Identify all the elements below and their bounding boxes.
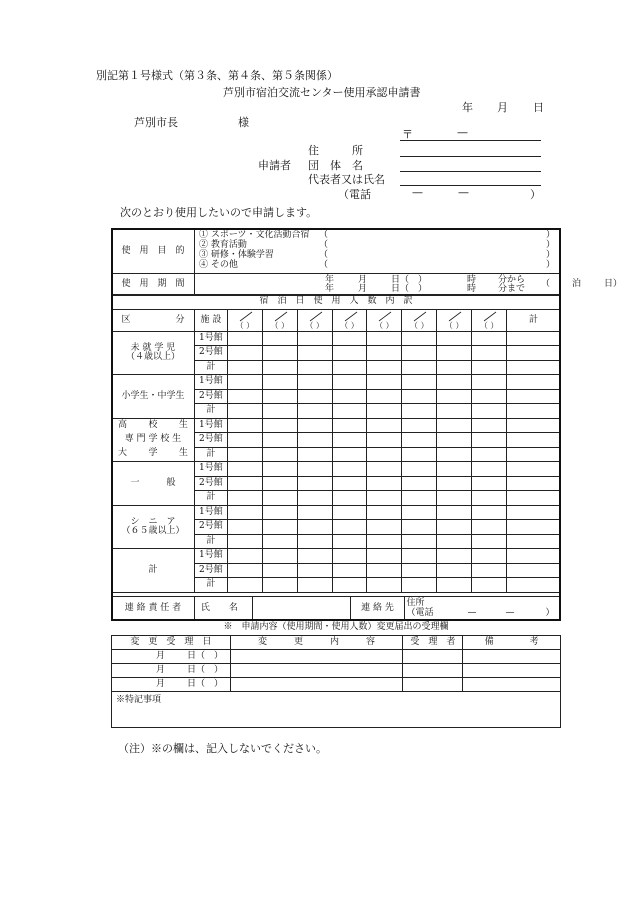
count-cell[interactable] [472,375,507,390]
count-cell[interactable] [332,505,367,520]
date-day: 日 [533,101,544,114]
count-cell[interactable] [227,520,262,535]
count-cell[interactable] [262,404,297,419]
count-cell[interactable] [227,331,262,346]
change-table [111,621,561,728]
count-cell[interactable] [227,578,262,593]
count-cell[interactable] [227,447,262,462]
count-cell[interactable] [472,447,507,462]
count-cell[interactable] [402,360,437,375]
count-cell[interactable] [367,462,402,477]
contact-name-label: 氏 名 [194,597,252,621]
period-label: 使 用 期 間 [112,274,195,296]
purpose-period-table [111,228,622,296]
count-cell[interactable] [227,433,262,448]
postal-line [400,140,541,141]
period-end-minute: 分まで [497,283,525,294]
count-cell[interactable] [402,375,437,390]
contact-table [111,596,561,621]
count-cell[interactable] [297,389,332,404]
change-notes-1[interactable] [463,649,561,663]
purpose-label: 使 用 目 的 [112,229,195,274]
period-end-year: 年 [324,283,334,294]
count-cell[interactable] [367,491,402,506]
count-cell[interactable] [402,534,437,549]
count-cell[interactable] [367,418,402,433]
count-cell[interactable] [437,346,472,361]
purpose-close-1: ） [545,230,555,240]
building-cell: 1号館 [194,462,227,477]
count-cell[interactable] [332,433,367,448]
count-cell[interactable] [472,433,507,448]
building-cell: 計 [194,578,227,593]
change-title: ※ 申請内容（使用期間・使用人数）変更届出の受理欄 [112,621,561,635]
count-cell[interactable] [437,462,472,477]
count-cell[interactable] [472,505,507,520]
row-total-cell[interactable] [507,331,561,346]
count-cell[interactable] [402,404,437,419]
count-cell[interactable] [367,331,402,346]
count-cell[interactable] [332,447,367,462]
count-cell[interactable] [402,505,437,520]
building-cell: 2号館 [194,563,227,578]
count-cell[interactable] [227,505,262,520]
change-receiver-2[interactable] [403,663,463,677]
count-cell[interactable] [472,331,507,346]
building-cell: 2号館 [194,389,227,404]
count-cell[interactable] [297,447,332,462]
count-cell[interactable] [332,360,367,375]
count-cell[interactable] [402,447,437,462]
special-notes[interactable] [112,691,561,727]
contact-dash-2: — [505,607,515,618]
count-cell[interactable] [297,476,332,491]
change-receiver-3[interactable] [403,677,463,691]
count-cell[interactable] [227,375,262,390]
building-cell: 計 [194,447,227,462]
row-total-cell[interactable] [507,346,561,361]
purpose-open-4: （ [318,260,328,270]
count-cell[interactable] [262,578,297,593]
count-cell[interactable] [472,346,507,361]
postal-dash: — [457,126,468,139]
count-cell[interactable] [297,520,332,535]
date-year: 年 [462,101,473,114]
change-date-2[interactable]: 月 日（ ） [112,663,231,677]
phone-dash-1: — [412,186,423,199]
row-total-cell[interactable] [507,549,561,564]
count-cell[interactable] [262,447,297,462]
breakdown-row [112,375,561,390]
change-content-1[interactable] [230,649,403,663]
count-cell[interactable] [227,462,262,477]
row-total-cell[interactable] [507,360,561,375]
count-cell[interactable] [332,331,367,346]
date-col-4[interactable]: （ ） [332,309,367,331]
date-col-8[interactable]: （ ） [472,309,507,331]
count-cell[interactable] [297,491,332,506]
count-cell[interactable] [402,563,437,578]
count-cell[interactable] [367,505,402,520]
period-end-month: 月 [357,283,367,294]
special-notes-label: ※特記事項 [116,694,162,705]
purpose-close-2: ） [545,240,555,250]
count-cell[interactable] [437,505,472,520]
count-cell[interactable] [402,462,437,477]
contact-to-label: 連 絡 先 [350,597,405,621]
count-cell[interactable] [437,549,472,564]
breakdown-title: 宿 泊 日 使 用 人 数 内 訳 [112,295,561,310]
row-total-cell[interactable] [507,520,561,535]
change-content-3[interactable] [230,677,403,691]
count-cell[interactable] [332,534,367,549]
change-header-notes: 備 考 [463,635,561,649]
building-cell: 2号館 [194,346,227,361]
date-month: 月 [497,101,508,114]
change-notes-2[interactable] [463,663,561,677]
row-total-cell[interactable] [507,375,561,390]
purpose-options[interactable] [194,229,560,274]
count-cell[interactable] [472,491,507,506]
count-cell[interactable] [262,389,297,404]
breakdown-row [112,549,561,564]
breakdown-row [112,418,561,433]
count-cell[interactable] [332,520,367,535]
building-cell: 1号館 [194,418,227,433]
building-cell: 計 [194,360,227,375]
footnote: （注）※の欄は、記入しないでください。 [118,742,327,755]
count-cell[interactable] [297,375,332,390]
breakdown-row [112,331,561,346]
row-total-cell[interactable] [507,491,561,506]
count-cell[interactable] [297,563,332,578]
count-cell[interactable] [227,389,262,404]
count-cell[interactable] [437,375,472,390]
change-header-content: 変 更 内 容 [230,635,403,649]
count-cell[interactable] [297,404,332,419]
period-start-month: 月 [357,274,367,285]
count-cell[interactable] [332,375,367,390]
count-cell[interactable] [437,433,472,448]
purpose-item-sports: スポーツ・文化活動合宿 [210,230,310,240]
count-cell[interactable] [472,360,507,375]
row-total-cell[interactable] [507,578,561,593]
group-name-line[interactable] [400,171,541,172]
count-cell[interactable] [262,331,297,346]
purpose-open-2: （ [318,240,328,250]
count-cell[interactable] [367,375,402,390]
count-cell[interactable] [262,563,297,578]
contact-close: ） [545,607,555,618]
purpose-num-4: ④ [198,260,208,270]
purpose-close-3: ） [545,250,555,260]
count-cell[interactable] [437,447,472,462]
count-cell[interactable] [367,433,402,448]
phone-label: （電話 [338,188,371,201]
count-cell[interactable] [332,346,367,361]
contact-dash-1: — [467,607,477,618]
count-cell[interactable] [437,520,472,535]
count-cell[interactable] [227,549,262,564]
count-cell[interactable] [437,389,472,404]
breakdown-table [111,294,561,593]
date-col-5[interactable]: （ ） [367,309,402,331]
count-cell[interactable] [437,578,472,593]
building-header: 施 設 [194,309,227,331]
period-fields[interactable] [194,274,622,296]
category-group-2: 小学生・中学生 [112,375,195,419]
count-cell[interactable] [472,404,507,419]
building-cell: 2号館 [194,476,227,491]
change-header-receiver: 受 理 者 [403,635,463,649]
date-col-6[interactable]: （ ） [402,309,437,331]
period-start-minute: 分から [497,274,525,285]
count-cell[interactable] [227,476,262,491]
count-cell[interactable] [472,534,507,549]
count-cell[interactable] [472,520,507,535]
count-cell[interactable] [402,578,437,593]
date-col-3[interactable]: （ ） [297,309,332,331]
count-cell[interactable] [472,389,507,404]
count-cell[interactable] [402,549,437,564]
postal-mark: 〒 [402,128,413,141]
row-total-cell[interactable] [507,476,561,491]
count-cell[interactable] [402,433,437,448]
row-total-cell[interactable] [507,433,561,448]
change-row [112,677,561,691]
count-cell[interactable] [367,404,402,419]
count-cell[interactable] [367,563,402,578]
count-cell[interactable] [297,578,332,593]
count-cell[interactable] [437,491,472,506]
count-cell[interactable] [332,404,367,419]
count-cell[interactable] [297,462,332,477]
group-name-label: 団 体 名 [308,159,363,172]
count-cell[interactable] [332,418,367,433]
count-cell[interactable] [332,491,367,506]
count-cell[interactable] [472,462,507,477]
count-cell[interactable] [472,563,507,578]
row-total-cell[interactable] [507,418,561,433]
count-cell[interactable] [297,534,332,549]
period-end-day: 日（ ） [390,283,427,294]
row-total-cell[interactable] [507,505,561,520]
count-cell[interactable] [262,520,297,535]
count-cell[interactable] [472,578,507,593]
phone-close: ） [530,188,541,201]
phone-dash-2: — [458,186,469,199]
address-line[interactable] [400,156,541,157]
change-header-date: 変 更 受 理 日 [112,635,231,649]
building-cell: 1号館 [194,549,227,564]
count-cell[interactable] [227,418,262,433]
count-cell[interactable] [297,505,332,520]
change-content-2[interactable] [230,663,403,677]
count-cell[interactable] [227,404,262,419]
contact-name-field[interactable] [252,597,350,621]
category-group-3: 高 校 生 専 門 学 校 生 大 学 生 [112,418,195,462]
category-group-4: 一 般 [112,462,195,506]
count-cell[interactable] [437,476,472,491]
total-header: 計 [507,309,561,331]
count-cell[interactable] [367,360,402,375]
change-date-1[interactable]: 月 日（ ） [112,649,231,663]
stay-nights: 泊 [571,278,581,289]
category-group-1: 未 就 学 児 （４歳以上） [112,331,195,375]
count-cell[interactable] [297,331,332,346]
purpose-item-other: その他 [210,260,238,270]
category-group-5: シ ニ ア （６５歳以上） [112,505,195,549]
breakdown-row [112,462,561,477]
rep-label: 代表者又は氏名 [308,173,385,186]
count-cell[interactable] [262,505,297,520]
contact-phone-label: （電話 [406,607,434,618]
count-cell[interactable] [367,346,402,361]
count-cell[interactable] [402,389,437,404]
date-col-1[interactable]: （ ） [227,309,262,331]
count-cell[interactable] [472,418,507,433]
count-cell[interactable] [332,563,367,578]
purpose-item-training: 研修・体験学習 [210,250,274,260]
count-cell[interactable] [402,520,437,535]
count-cell[interactable] [367,476,402,491]
count-cell[interactable] [227,360,262,375]
row-total-cell[interactable] [507,462,561,477]
building-cell: 計 [194,534,227,549]
count-cell[interactable] [297,360,332,375]
count-cell[interactable] [262,462,297,477]
breakdown-body [112,331,561,592]
building-cell: 1号館 [194,331,227,346]
count-cell[interactable] [262,360,297,375]
count-cell[interactable] [367,549,402,564]
breakdown-row [112,505,561,520]
row-total-cell[interactable] [507,389,561,404]
purpose-open-3: （ [318,250,328,260]
purpose-close-4: ） [545,260,555,270]
count-cell[interactable] [402,346,437,361]
applicant-label: 申請者 [258,159,291,172]
period-end-hour: 時 [466,283,476,294]
purpose-num-1: ① [198,230,208,240]
row-total-cell[interactable] [507,447,561,462]
row-total-cell[interactable] [507,404,561,419]
count-cell[interactable] [297,433,332,448]
change-date-3[interactable]: 月 日（ ） [112,677,231,691]
purpose-num-2: ② [198,240,208,250]
count-cell[interactable] [262,433,297,448]
count-cell[interactable] [437,418,472,433]
building-cell: 1号館 [194,375,227,390]
contact-address-label: 住所 [406,597,425,608]
count-cell[interactable] [262,375,297,390]
count-cell[interactable] [332,476,367,491]
count-cell[interactable] [367,534,402,549]
count-cell[interactable] [472,549,507,564]
intro-text: 次のとおり使用したいので申請します。 [120,206,318,219]
address-label: 住 所 [308,144,363,157]
count-cell[interactable] [262,476,297,491]
purpose-open-1: （ [318,230,328,240]
count-cell[interactable] [402,491,437,506]
count-cell[interactable] [332,389,367,404]
count-cell[interactable] [437,534,472,549]
stay-open-paren: （ [540,278,550,289]
date-col-2[interactable]: （ ） [262,309,297,331]
count-cell[interactable] [437,563,472,578]
form-title: 芦別市宿泊交流センター使用承認申請書 [223,86,421,99]
count-cell[interactable] [437,331,472,346]
purpose-num-3: ③ [198,250,208,260]
count-cell[interactable] [227,491,262,506]
count-cell[interactable] [227,563,262,578]
change-notes-3[interactable] [463,677,561,691]
building-cell: 計 [194,404,227,419]
form-label: 別記第１号様式（第３条、第４条、第５条関係） [96,69,338,82]
contact-to-field[interactable] [405,597,561,621]
period-start-hour: 時 [466,274,476,285]
count-cell[interactable] [297,549,332,564]
row-total-cell[interactable] [507,563,561,578]
category-header: 区 分 [112,309,195,331]
count-cell[interactable] [332,578,367,593]
period-start-year: 年 [324,274,334,285]
count-cell[interactable] [297,346,332,361]
period-start-day: 日（ ） [390,274,427,285]
date-col-7[interactable]: （ ） [437,309,472,331]
count-cell[interactable] [262,549,297,564]
contact-label: 連 絡 責 任 者 [112,597,195,621]
count-cell[interactable] [402,476,437,491]
count-cell[interactable] [402,418,437,433]
count-cell[interactable] [367,520,402,535]
count-cell[interactable] [262,491,297,506]
count-cell[interactable] [332,462,367,477]
count-cell[interactable] [402,331,437,346]
stay-days: 日） [603,278,622,289]
count-cell[interactable] [367,447,402,462]
honorific: 様 [238,116,249,129]
category-group-6: 計 [112,549,195,593]
count-cell[interactable] [367,389,402,404]
building-cell: 計 [194,491,227,506]
purpose-item-education: 教育活動 [210,240,247,250]
row-total-cell[interactable] [507,534,561,549]
count-cell[interactable] [437,404,472,419]
change-row [112,663,561,677]
building-cell: 2号館 [194,433,227,448]
count-cell[interactable] [332,549,367,564]
change-row [112,649,561,663]
count-cell[interactable] [262,534,297,549]
building-cell: 1号館 [194,505,227,520]
count-cell[interactable] [227,346,262,361]
change-receiver-1[interactable] [403,649,463,663]
building-cell: 2号館 [194,520,227,535]
count-cell[interactable] [297,418,332,433]
count-cell[interactable] [262,418,297,433]
count-cell[interactable] [367,578,402,593]
count-cell[interactable] [227,534,262,549]
addressee: 芦別市長 [134,116,178,129]
count-cell[interactable] [472,476,507,491]
count-cell[interactable] [437,360,472,375]
count-cell[interactable] [262,346,297,361]
